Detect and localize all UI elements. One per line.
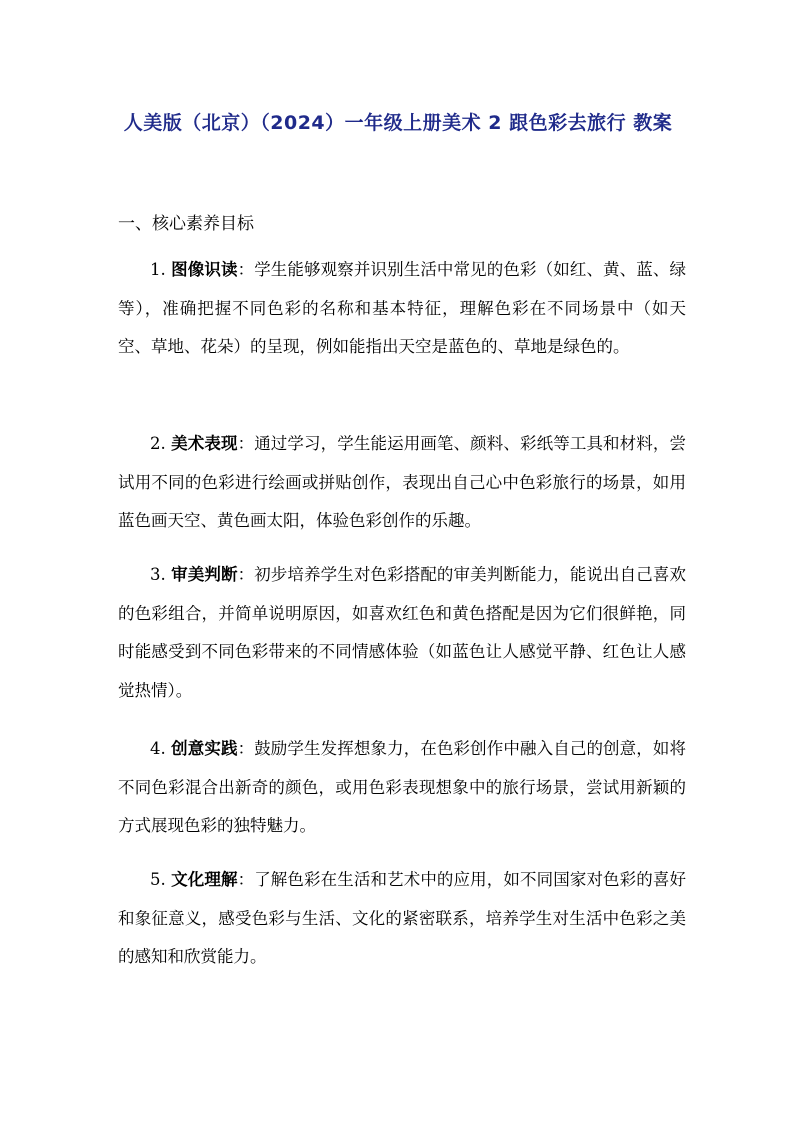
item-colon: ： [237,739,255,758]
item-text: 初步培养学生对色彩搭配的审美判断能力，能说出自己喜欢的色彩组合，并简单说明原因，如喜欢红色和黄色搭配是因为它们很鲜艳，同时能感受到不同色彩带来的不同情感体验（如蓝色让人感觉平静、红色让人感觉热情）。 [118,565,687,700]
item-colon: ： [237,260,255,279]
objective-item-5 [118,861,686,977]
item-colon: ： [237,434,255,453]
item-number: 4. [150,739,166,758]
item-label: 文化理解 [171,870,238,889]
item-label: 审美判断 [171,565,238,584]
item-text: 学生能够观察并识别生活中常见的色彩（如红、黄、蓝、绿等），准确把握不同色彩的名称和基本特征，理解色彩在不同场景中（如天空、草地、花朵）的呈现，例如能指出天空是蓝色的、草地是绿色的。 [118,260,687,356]
item-number: 3. [150,565,166,584]
objective-item-2 [118,425,686,541]
item-text: 鼓励学生发挥想象力，在色彩创作中融入自己的创意，如将不同色彩混合出新奇的颜色，或用色彩表现想象中的旅行场景，尝试用新颖的方式展现色彩的独特魅力。 [118,739,687,835]
item-number: 5. [150,870,166,889]
item-label: 图像识读 [171,260,238,279]
item-number: 2. [150,434,166,453]
item-text: 了解色彩在生活和艺术中的应用，如不同国家对色彩的喜好和象征意义，感受色彩与生活、文化的紧密联系，培养学生对生活中色彩之美的感知和欣赏能力。 [118,870,687,966]
item-number: 1. [150,260,166,279]
document-title: 人美版（北京）（2024）一年级上册美术 2 跟色彩去旅行 教案 [123,112,673,134]
item-colon: ： [237,870,255,889]
objective-item-1 [118,251,686,367]
item-text: 通过学习，学生能运用画笔、颜料、彩纸等工具和材料，尝试用不同的色彩进行绘画或拼贴创作，表现出自己心中色彩旅行的场景，如用蓝色画天空、黄色画太阳，体验色彩创作的乐趣。 [118,434,687,530]
objective-item-3 [118,556,686,710]
item-label: 美术表现 [171,434,238,453]
item-colon: ： [237,565,255,584]
section-heading: 一、核心素养目标 [118,214,254,234]
item-label: 创意实践 [171,739,238,758]
objective-item-4 [118,730,686,846]
